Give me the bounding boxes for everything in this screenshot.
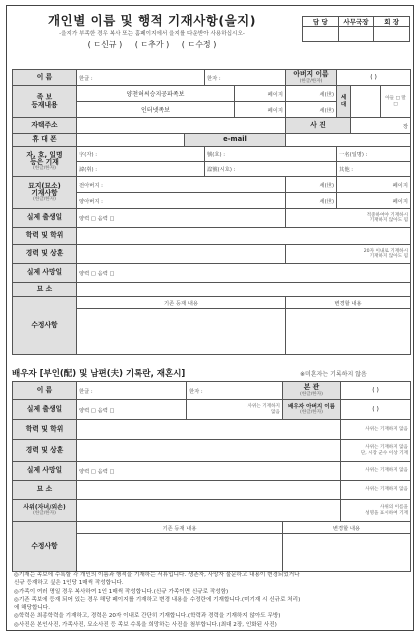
note-line: ◎학력은 최종학력을 기재하고, 경력은 20자 이내로 간단히 기재합니다.(학력과 경력을 기재하지 않아도 무방) [14,613,281,620]
grave-record-row-2[interactable]: 양아버지 : [77,193,286,209]
form-type-options [12,39,292,50]
instructions-notes [14,571,410,629]
approval-label-staff: 담 당 [303,17,339,27]
grave-label: 묘 소 [13,283,77,297]
grave-record-row-2-gen[interactable]: 세(世) [286,193,337,209]
photo-label: 사 진 [286,118,351,134]
alias-ilmyeong-field[interactable]: 一名(일명) : [337,147,411,162]
approval-sign-secretary[interactable] [338,27,374,42]
career-field[interactable] [77,245,286,264]
approval-label-chair: 회 장 [374,17,410,27]
approval-box [302,16,410,42]
spouse-amend-before-header: 기존 등재 내용 [77,522,283,534]
spouse-section-title: 배우자 [부인(配) 및 남편(夫) 기록란, 재혼시] [12,369,186,379]
spouse-grave-field[interactable] [77,481,341,500]
amend-before-field[interactable] [77,309,286,355]
spouse-table [12,381,411,572]
amend-before-header: 기존 등재 내용 [77,297,286,309]
death-date-field[interactable]: 양력 □ 음력 □ [77,264,411,283]
grave-field[interactable] [77,283,411,297]
jokbo-row-2-generation[interactable]: 세(世) [286,102,337,118]
spouse-name-label: 이 름 [13,382,77,400]
father-name-field[interactable]: ( ) [337,70,411,86]
type-new-checkbox[interactable]: ( ㄷ신규 ) [87,40,123,49]
note-line: ◎사진은 본인사진, 가족사진, 묘소사진 등 족보 수록을 희망하는 사진을 첨부합니다.(최대 2장, 인화된 사진) [14,621,277,628]
grandson-note: 사위의 이름을 성명을 표시하여 기재 [341,500,411,522]
name-hanja-field[interactable]: 한자 : [205,70,286,86]
spouse-grave-note: 사위는 기재하지 않음 [341,481,411,500]
spouse-career-note: 사위는 기재하지 않음 단, 시장 군수 이상 기재 [341,440,411,462]
note-line: 신규 등재하고 싶은 1인당 1매씩 작성합니다. [14,580,124,587]
jokbo-row-2-page[interactable]: 페이지 [235,102,286,118]
grandson-field[interactable] [77,500,341,522]
spouse-death-note: 사위는 기재하지 않음 [341,462,411,481]
birth-date-field[interactable]: 양력 □ 음력 □ [77,209,286,228]
grave-record-label: 묘지(묘소) 기재사항 (한글/한자) [13,177,77,209]
grave-record-row-1[interactable]: 전아버지 : [77,177,286,193]
alias-siho-field[interactable]: 諡號(시호) : [205,162,337,177]
alias-label: 자, 호, 일명 등은 기재 (한글/한자) [13,147,77,177]
name-label: 이 름 [13,70,77,86]
approval-sign-staff[interactable] [303,27,339,42]
spouse-section-note: ※미혼자는 기록하지 않음 [300,371,367,378]
spouse-father-field[interactable]: ( ) [341,400,411,420]
spouse-amend-after-field[interactable] [283,534,411,572]
approval-sign-chair[interactable] [374,27,410,42]
spouse-grave-label: 묘 소 [13,481,77,500]
career-label: 경력 및 상훈 [13,245,77,264]
type-add-checkbox[interactable]: ( ㄷ추가 ) [134,40,170,49]
education-label: 학력 및 학위 [13,228,77,245]
grandson-label: 사위(자녀/외손) (한글/한자) [13,500,77,522]
form-title: 개인별 이름 및 행적 기재사항(을지) [48,13,256,28]
jokbo-row-2-name: 인터넷족보 [77,102,235,118]
spouse-name-korean-field[interactable]: 한글 : [77,382,187,400]
birth-date-note: 적중하여야 기재하시 기재하지 않아도 됨 [286,209,411,228]
education-field[interactable] [77,228,411,245]
approval-label-secretary: 사무국장 [338,17,374,27]
note-line: ◎기재는 족보에 수록할 각 개인의 이름과 행적을 기재하는 서류입니다. 생존자, 사망자 불문하고 내용이 변경되었거나 [14,572,300,578]
jokbo-row-1-page[interactable]: 페이지 [235,86,286,102]
father-name-label: 아버지 이름 (한글/한자) [286,70,337,86]
spouse-amend-label: 수정사항 [13,522,77,572]
alias-ho-field[interactable]: 號(호) : [205,147,337,162]
mobile-label: 휴 대 폰 [13,134,77,147]
spouse-career-label: 경력 및 상훈 [13,440,77,462]
email-label: e-mail [185,134,286,147]
email-field[interactable] [286,134,411,147]
grave-record-row-2-page[interactable]: 페이지 [337,193,411,209]
spouse-education-field[interactable] [77,420,341,440]
spouse-amend-after-header: 변경할 내용 [283,522,411,534]
spouse-origin-field[interactable]: ( ) [341,382,411,400]
spouse-birth-field[interactable]: 양력 □ 음력 □ [77,400,187,420]
address-field[interactable] [77,118,286,134]
note-line: ◎가족이 여러 명일 경우 복사하여 1인 1매씩 작성합니다.(신규 가족이면 신규로 작성함) [14,588,229,595]
alias-ja-field[interactable]: 字(자) : [77,147,205,162]
photo-count-field[interactable]: 장 [351,118,411,134]
address-label: 자택주소 [13,118,77,134]
mobile-field[interactable] [77,134,185,147]
sedae-gender-options[interactable]: 아들 □ 딸 □ [381,86,411,118]
alias-hwi-field[interactable]: 諱(휘) : [77,162,205,177]
spouse-death-field[interactable]: 양력 □ 음력 □ [77,462,341,481]
grave-record-row-1-page[interactable]: 페이지 [337,177,411,193]
spouse-education-label: 학력 및 학위 [13,420,77,440]
spouse-birth-note: 사위는 기재하지 않음 [187,400,283,420]
amend-after-field[interactable] [286,309,411,355]
form-subtitle: -을지가 부족한 경우 복사 또는 홈페이지에서 을지를 다운받아 사용하십시오- [59,31,245,37]
death-date-label: 실제 사망일 [13,264,77,283]
sedae-field[interactable] [351,86,381,118]
spouse-origin-label: 본 관 (한글/한자) [283,382,341,400]
birth-date-label: 실제 출생일 [13,209,77,228]
jokbo-row-1-generation[interactable]: 세(世) [286,86,337,102]
spouse-education-note: 사위는 기재하지 않음 [341,420,411,440]
jokbo-row-1-name: 양천허씨승지공파족보 [77,86,235,102]
spouse-career-field[interactable] [77,440,341,462]
spouse-name-hanja-field[interactable]: 한자 : [187,382,283,400]
spouse-amend-before-field[interactable] [77,534,283,572]
note-line: 에 해당합니다. [14,605,50,612]
sedae-label: 세대 [337,86,351,118]
spouse-death-label: 실제 사망일 [13,462,77,481]
type-edit-checkbox[interactable]: ( ㄷ수정 ) [181,40,217,49]
spouse-birth-label: 실제 출생일 [13,400,77,420]
career-note: 20자 이내로 기재하시 기재하지 않아도 됨 [286,245,411,264]
person-table [12,69,411,355]
spouse-father-label: 배우자 아버지 이름 (한글/한자) [283,400,341,420]
name-korean-field[interactable]: 한글 : [77,70,205,86]
amend-after-header: 변경할 내용 [286,297,411,309]
grave-record-row-1-gen[interactable]: 세(世) [286,177,337,193]
jokbo-label: 족 보 등재내용 [13,86,77,118]
note-line: ◎기존 족보에 등재 되어 있는 경우 해당 페이지를 기재하고 변경 내용을 수정란에 기재합니다.(미기재 시 신규로 처리) [14,596,301,603]
alias-other-field[interactable]: 其他 : [337,162,411,177]
amend-label: 수정사항 [13,297,77,355]
